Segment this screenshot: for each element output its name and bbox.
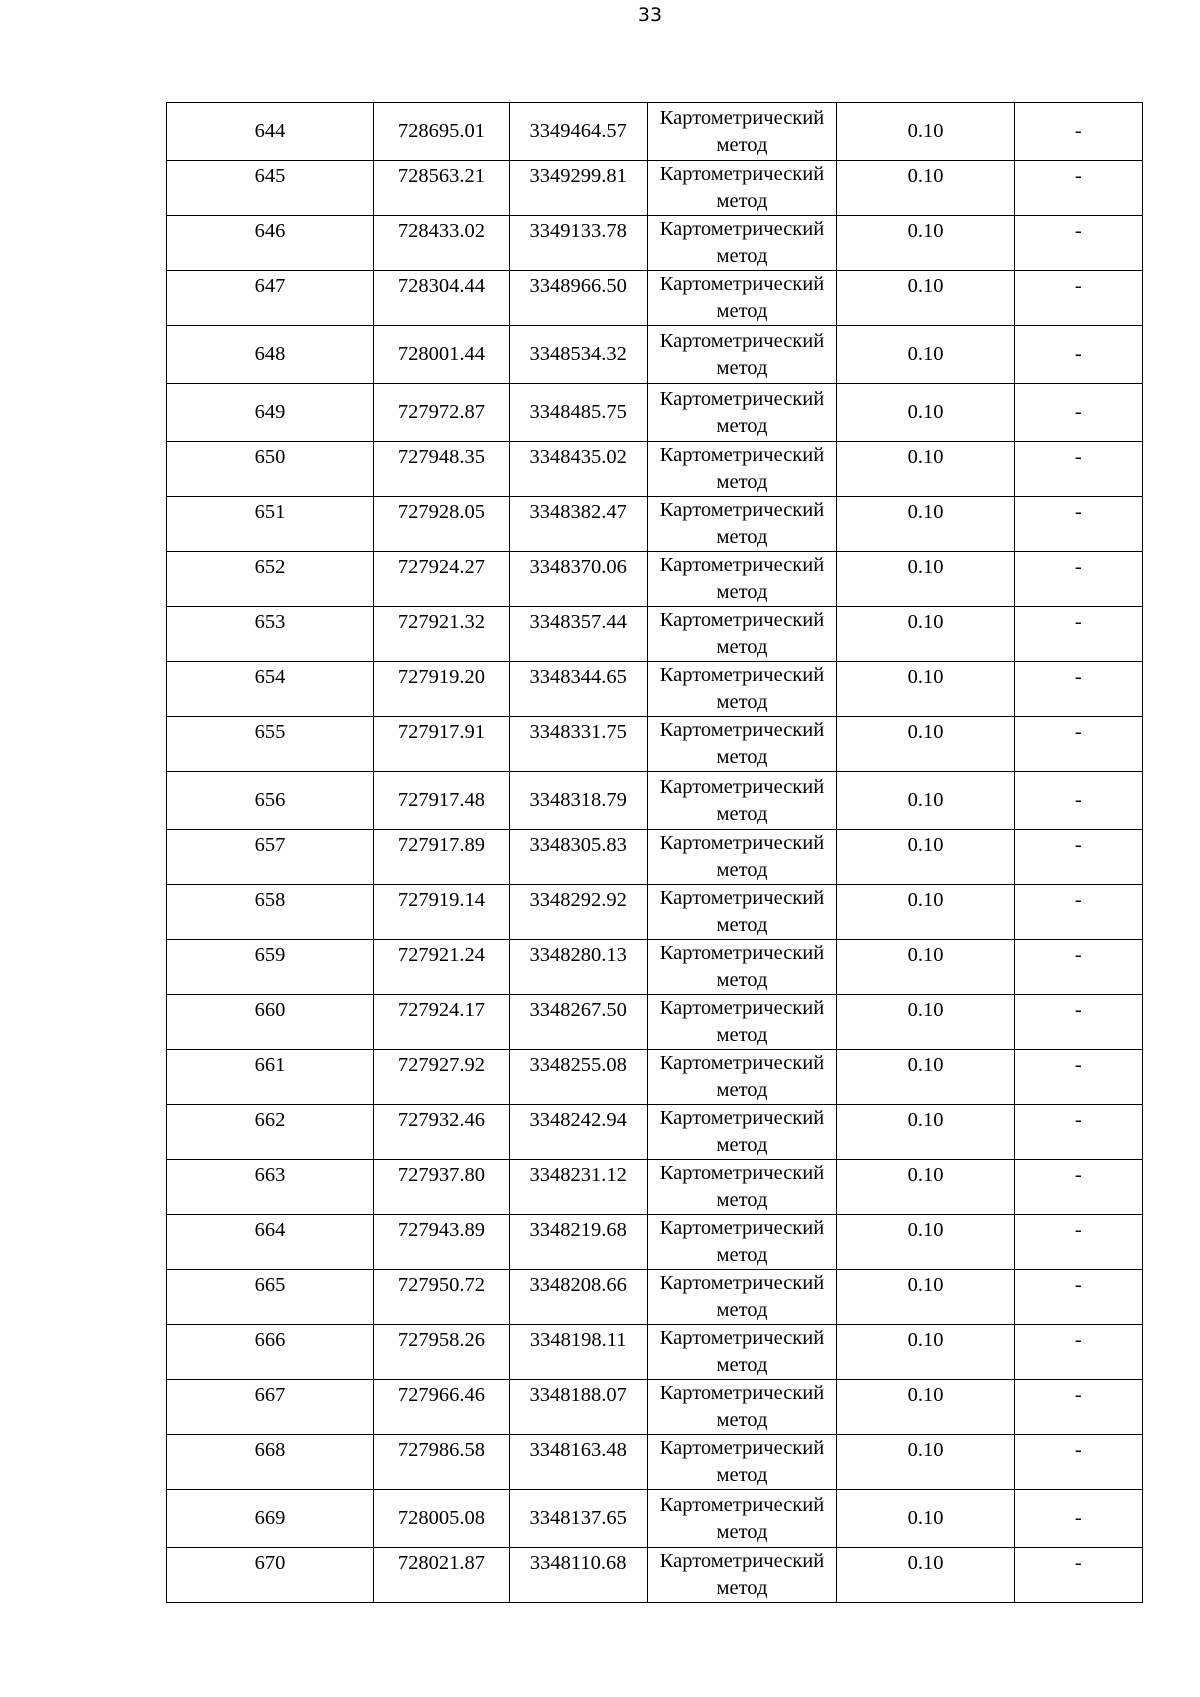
table-row xyxy=(167,607,1143,662)
method-line-1: Картометрический xyxy=(659,1107,825,1129)
x-coordinate-cell: 727921.24 xyxy=(374,940,510,995)
method-cell xyxy=(647,1050,837,1105)
y-coordinate-cell: 3348966.50 xyxy=(509,271,647,326)
x-coordinate-cell: 727932.46 xyxy=(374,1105,510,1160)
y-coordinate-cell: 3348188.07 xyxy=(509,1380,647,1435)
note-cell: - xyxy=(1014,271,1142,326)
table-row xyxy=(167,552,1143,607)
method-line-1: Картометрический xyxy=(659,218,825,240)
point-number-cell: 646 xyxy=(167,216,374,271)
y-coordinate-cell: 3348344.65 xyxy=(509,662,647,717)
method-line-1: Картометрический xyxy=(659,1327,825,1349)
note-cell: - xyxy=(1014,885,1142,940)
method-cell xyxy=(647,271,837,326)
x-coordinate-cell: 727917.48 xyxy=(374,772,510,830)
note-cell: - xyxy=(1014,830,1142,885)
method-line-1: Картометрический xyxy=(659,997,825,1019)
coordinates-table-body xyxy=(167,103,1143,1603)
method-line-2: метод xyxy=(716,581,768,603)
precision-cell: 0.10 xyxy=(837,717,1014,772)
method-line-1: Картометрический xyxy=(659,499,825,521)
table-row xyxy=(167,1435,1143,1490)
x-coordinate-cell: 727972.87 xyxy=(374,384,510,442)
y-coordinate-cell: 3349464.57 xyxy=(509,103,647,161)
method-line-2: метод xyxy=(716,802,768,825)
table-row xyxy=(167,326,1143,384)
x-coordinate-cell: 728433.02 xyxy=(374,216,510,271)
x-coordinate-cell: 727917.89 xyxy=(374,830,510,885)
x-coordinate-cell: 727966.46 xyxy=(374,1380,510,1435)
y-coordinate-cell: 3348370.06 xyxy=(509,552,647,607)
method-line-1: Картометрический xyxy=(659,832,825,854)
point-number-cell: 656 xyxy=(167,772,374,830)
x-coordinate-cell: 727986.58 xyxy=(374,1435,510,1490)
table-row xyxy=(167,384,1143,442)
method-line-1: Картометрический xyxy=(659,1493,825,1516)
precision-cell: 0.10 xyxy=(837,216,1014,271)
note-cell: - xyxy=(1014,103,1142,161)
note-cell: - xyxy=(1014,1270,1142,1325)
note-cell: - xyxy=(1014,326,1142,384)
y-coordinate-cell: 3348485.75 xyxy=(509,384,647,442)
method-cell xyxy=(647,1160,837,1215)
note-cell: - xyxy=(1014,1050,1142,1105)
method-cell xyxy=(647,1435,837,1490)
method-line-2: метод xyxy=(716,1134,768,1156)
point-number-cell: 653 xyxy=(167,607,374,662)
method-line-2: метод xyxy=(716,190,768,212)
precision-cell: 0.10 xyxy=(837,384,1014,442)
method-line-1: Картометрический xyxy=(659,1550,825,1572)
method-cell xyxy=(647,442,837,497)
point-number-cell: 651 xyxy=(167,497,374,552)
point-number-cell: 661 xyxy=(167,1050,374,1105)
y-coordinate-cell: 3348110.68 xyxy=(509,1548,647,1603)
table-row xyxy=(167,161,1143,216)
method-cell xyxy=(647,1325,837,1380)
method-cell xyxy=(647,662,837,717)
point-number-cell: 645 xyxy=(167,161,374,216)
method-cell xyxy=(647,216,837,271)
precision-cell: 0.10 xyxy=(837,161,1014,216)
table-row xyxy=(167,271,1143,326)
x-coordinate-cell: 728695.01 xyxy=(374,103,510,161)
method-line-2: метод xyxy=(716,471,768,493)
note-cell: - xyxy=(1014,717,1142,772)
method-line-2: метод xyxy=(716,1244,768,1266)
note-cell: - xyxy=(1014,1160,1142,1215)
y-coordinate-cell: 3348318.79 xyxy=(509,772,647,830)
point-number-cell: 660 xyxy=(167,995,374,1050)
y-coordinate-cell: 3348534.32 xyxy=(509,326,647,384)
note-cell: - xyxy=(1014,161,1142,216)
method-line-1: Картометрический xyxy=(659,775,825,798)
x-coordinate-cell: 728563.21 xyxy=(374,161,510,216)
method-cell xyxy=(647,717,837,772)
method-line-1: Картометрический xyxy=(659,1052,825,1074)
method-line-1: Картометрический xyxy=(659,1437,825,1459)
table-row xyxy=(167,830,1143,885)
method-line-2: метод xyxy=(716,133,768,156)
x-coordinate-cell: 727950.72 xyxy=(374,1270,510,1325)
table-row xyxy=(167,1325,1143,1380)
note-cell: - xyxy=(1014,772,1142,830)
x-coordinate-cell: 727958.26 xyxy=(374,1325,510,1380)
method-cell xyxy=(647,497,837,552)
note-cell: - xyxy=(1014,497,1142,552)
table-row xyxy=(167,885,1143,940)
method-line-2: метод xyxy=(716,636,768,658)
precision-cell: 0.10 xyxy=(837,1270,1014,1325)
method-line-2: метод xyxy=(716,1409,768,1431)
point-number-cell: 655 xyxy=(167,717,374,772)
point-number-cell: 644 xyxy=(167,103,374,161)
x-coordinate-cell: 727943.89 xyxy=(374,1215,510,1270)
note-cell: - xyxy=(1014,384,1142,442)
precision-cell: 0.10 xyxy=(837,1435,1014,1490)
method-line-2: метод xyxy=(716,1079,768,1101)
method-cell xyxy=(647,607,837,662)
point-number-cell: 650 xyxy=(167,442,374,497)
precision-cell: 0.10 xyxy=(837,1380,1014,1435)
method-cell xyxy=(647,830,837,885)
method-line-2: метод xyxy=(716,1024,768,1046)
method-line-2: метод xyxy=(716,746,768,768)
method-line-2: метод xyxy=(716,300,768,322)
note-cell: - xyxy=(1014,552,1142,607)
x-coordinate-cell: 728021.87 xyxy=(374,1548,510,1603)
method-line-2: метод xyxy=(716,356,768,379)
method-line-1: Картометрический xyxy=(659,554,825,576)
y-coordinate-cell: 3349299.81 xyxy=(509,161,647,216)
method-line-1: Картометрический xyxy=(659,1272,825,1294)
y-coordinate-cell: 3348163.48 xyxy=(509,1435,647,1490)
y-coordinate-cell: 3348435.02 xyxy=(509,442,647,497)
precision-cell: 0.10 xyxy=(837,772,1014,830)
method-line-1: Картометрический xyxy=(659,444,825,466)
method-line-2: метод xyxy=(716,859,768,881)
y-coordinate-cell: 3348382.47 xyxy=(509,497,647,552)
note-cell: - xyxy=(1014,607,1142,662)
precision-cell: 0.10 xyxy=(837,1548,1014,1603)
y-coordinate-cell: 3348208.66 xyxy=(509,1270,647,1325)
table-row xyxy=(167,1270,1143,1325)
note-cell: - xyxy=(1014,216,1142,271)
precision-cell: 0.10 xyxy=(837,1050,1014,1105)
precision-cell: 0.10 xyxy=(837,497,1014,552)
method-cell xyxy=(647,885,837,940)
y-coordinate-cell: 3348357.44 xyxy=(509,607,647,662)
method-line-2: метод xyxy=(716,1354,768,1376)
method-line-1: Картометрический xyxy=(659,1217,825,1239)
point-number-cell: 659 xyxy=(167,940,374,995)
method-line-2: метод xyxy=(716,1189,768,1211)
x-coordinate-cell: 727927.92 xyxy=(374,1050,510,1105)
method-cell xyxy=(647,940,837,995)
precision-cell: 0.10 xyxy=(837,1215,1014,1270)
point-number-cell: 648 xyxy=(167,326,374,384)
point-number-cell: 649 xyxy=(167,384,374,442)
x-coordinate-cell: 728304.44 xyxy=(374,271,510,326)
precision-cell: 0.10 xyxy=(837,271,1014,326)
method-line-1: Картометрический xyxy=(659,387,825,410)
table-row xyxy=(167,1160,1143,1215)
point-number-cell: 664 xyxy=(167,1215,374,1270)
table-row xyxy=(167,1548,1143,1603)
method-cell xyxy=(647,161,837,216)
point-number-cell: 668 xyxy=(167,1435,374,1490)
method-cell xyxy=(647,772,837,830)
point-number-cell: 669 xyxy=(167,1490,374,1548)
method-line-2: метод xyxy=(716,526,768,548)
y-coordinate-cell: 3348242.94 xyxy=(509,1105,647,1160)
point-number-cell: 666 xyxy=(167,1325,374,1380)
note-cell: - xyxy=(1014,442,1142,497)
precision-cell: 0.10 xyxy=(837,885,1014,940)
precision-cell: 0.10 xyxy=(837,1490,1014,1548)
precision-cell: 0.10 xyxy=(837,1105,1014,1160)
point-number-cell: 667 xyxy=(167,1380,374,1435)
point-number-cell: 663 xyxy=(167,1160,374,1215)
note-cell: - xyxy=(1014,995,1142,1050)
page-number: 33 xyxy=(637,4,663,26)
table-row xyxy=(167,772,1143,830)
method-cell xyxy=(647,326,837,384)
method-line-2: метод xyxy=(716,691,768,713)
point-number-cell: 657 xyxy=(167,830,374,885)
method-cell xyxy=(647,1215,837,1270)
method-cell xyxy=(647,1380,837,1435)
note-cell: - xyxy=(1014,1215,1142,1270)
y-coordinate-cell: 3348198.11 xyxy=(509,1325,647,1380)
note-cell: - xyxy=(1014,1325,1142,1380)
method-line-2: метод xyxy=(716,1520,768,1543)
method-cell xyxy=(647,384,837,442)
precision-cell: 0.10 xyxy=(837,607,1014,662)
table-row xyxy=(167,1215,1143,1270)
method-cell xyxy=(647,995,837,1050)
method-cell xyxy=(647,103,837,161)
y-coordinate-cell: 3348305.83 xyxy=(509,830,647,885)
x-coordinate-cell: 728001.44 xyxy=(374,326,510,384)
method-cell xyxy=(647,1270,837,1325)
y-coordinate-cell: 3348280.13 xyxy=(509,940,647,995)
precision-cell: 0.10 xyxy=(837,326,1014,384)
point-number-cell: 658 xyxy=(167,885,374,940)
x-coordinate-cell: 727919.14 xyxy=(374,885,510,940)
table-row xyxy=(167,940,1143,995)
method-line-1: Картометрический xyxy=(659,887,825,909)
table-row xyxy=(167,995,1143,1050)
table-row xyxy=(167,103,1143,161)
point-number-cell: 665 xyxy=(167,1270,374,1325)
y-coordinate-cell: 3349133.78 xyxy=(509,216,647,271)
x-coordinate-cell: 727924.17 xyxy=(374,995,510,1050)
y-coordinate-cell: 3348231.12 xyxy=(509,1160,647,1215)
method-line-2: метод xyxy=(716,245,768,267)
point-number-cell: 654 xyxy=(167,662,374,717)
table-row xyxy=(167,662,1143,717)
coordinates-table xyxy=(166,102,1143,1603)
method-cell xyxy=(647,1490,837,1548)
method-line-1: Картометрический xyxy=(659,609,825,631)
note-cell: - xyxy=(1014,1105,1142,1160)
y-coordinate-cell: 3348292.92 xyxy=(509,885,647,940)
y-coordinate-cell: 3348219.68 xyxy=(509,1215,647,1270)
precision-cell: 0.10 xyxy=(837,1160,1014,1215)
method-cell xyxy=(647,1548,837,1603)
x-coordinate-cell: 727948.35 xyxy=(374,442,510,497)
method-line-1: Картометрический xyxy=(659,163,825,185)
table-row xyxy=(167,497,1143,552)
method-line-2: метод xyxy=(716,914,768,936)
x-coordinate-cell: 728005.08 xyxy=(374,1490,510,1548)
x-coordinate-cell: 727919.20 xyxy=(374,662,510,717)
method-line-2: метод xyxy=(716,1464,768,1486)
method-line-1: Картометрический xyxy=(659,273,825,295)
method-line-1: Картометрический xyxy=(659,1162,825,1184)
table-row xyxy=(167,717,1143,772)
table-row xyxy=(167,1050,1143,1105)
y-coordinate-cell: 3348267.50 xyxy=(509,995,647,1050)
point-number-cell: 647 xyxy=(167,271,374,326)
precision-cell: 0.10 xyxy=(837,442,1014,497)
precision-cell: 0.10 xyxy=(837,103,1014,161)
precision-cell: 0.10 xyxy=(837,552,1014,607)
note-cell: - xyxy=(1014,940,1142,995)
x-coordinate-cell: 727937.80 xyxy=(374,1160,510,1215)
table-row xyxy=(167,1380,1143,1435)
method-cell xyxy=(647,552,837,607)
note-cell: - xyxy=(1014,1548,1142,1603)
y-coordinate-cell: 3348331.75 xyxy=(509,717,647,772)
x-coordinate-cell: 727924.27 xyxy=(374,552,510,607)
point-number-cell: 662 xyxy=(167,1105,374,1160)
x-coordinate-cell: 727928.05 xyxy=(374,497,510,552)
x-coordinate-cell: 727917.91 xyxy=(374,717,510,772)
note-cell: - xyxy=(1014,1380,1142,1435)
y-coordinate-cell: 3348137.65 xyxy=(509,1490,647,1548)
method-line-1: Картометрический xyxy=(659,664,825,686)
method-line-1: Картометрический xyxy=(659,942,825,964)
y-coordinate-cell: 3348255.08 xyxy=(509,1050,647,1105)
method-line-2: метод xyxy=(716,414,768,437)
note-cell: - xyxy=(1014,1490,1142,1548)
precision-cell: 0.10 xyxy=(837,662,1014,717)
method-line-1: Картометрический xyxy=(659,1382,825,1404)
precision-cell: 0.10 xyxy=(837,995,1014,1050)
method-line-2: метод xyxy=(716,1299,768,1321)
method-line-2: метод xyxy=(716,1577,768,1599)
note-cell: - xyxy=(1014,1435,1142,1490)
method-line-1: Картометрический xyxy=(659,106,825,129)
table-row xyxy=(167,216,1143,271)
precision-cell: 0.10 xyxy=(837,940,1014,995)
precision-cell: 0.10 xyxy=(837,1325,1014,1380)
table-row xyxy=(167,442,1143,497)
method-line-1: Картометрический xyxy=(659,329,825,352)
method-cell xyxy=(647,1105,837,1160)
x-coordinate-cell: 727921.32 xyxy=(374,607,510,662)
table-row xyxy=(167,1105,1143,1160)
table-row xyxy=(167,1490,1143,1548)
point-number-cell: 652 xyxy=(167,552,374,607)
note-cell: - xyxy=(1014,662,1142,717)
method-line-2: метод xyxy=(716,969,768,991)
point-number-cell: 670 xyxy=(167,1548,374,1603)
method-line-1: Картометрический xyxy=(659,719,825,741)
precision-cell: 0.10 xyxy=(837,830,1014,885)
